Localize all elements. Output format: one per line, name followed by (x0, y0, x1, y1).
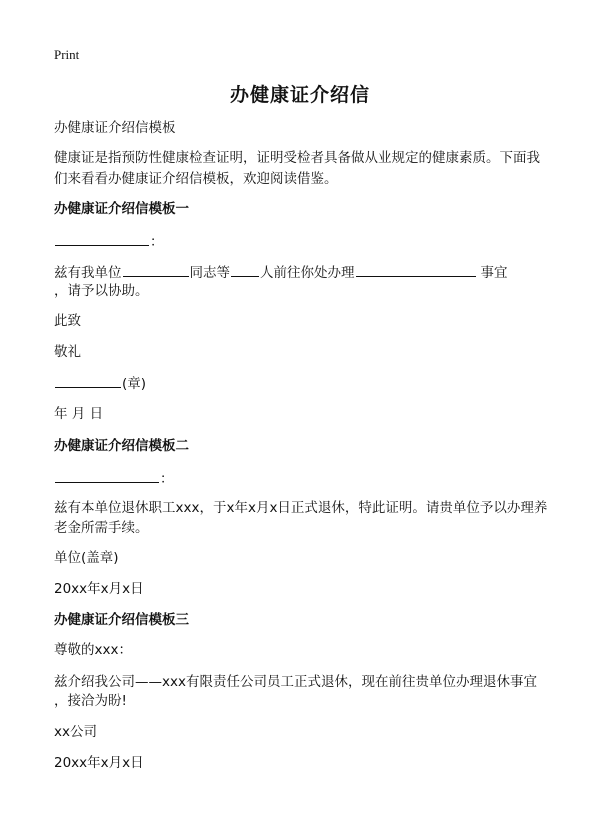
template2-body-line1: 兹有本单位退休职工xxx，于x年x月x日正式退休，特此证明。请贵单位予以办理养 (54, 500, 548, 516)
addressee-blank (55, 468, 159, 483)
template3-greeting: 尊敬的xxx： (54, 642, 132, 658)
body-text-1: 兹有我单位 (54, 265, 122, 281)
intro-paragraph-line2: 们来看看办健康证介绍信模板，欢迎阅读借鉴。 (54, 171, 338, 187)
template1-seal (54, 373, 554, 395)
matter-blank (356, 262, 476, 277)
template1-heading: 办健康证介绍信模板一 (54, 201, 189, 217)
template3-date: 20xx年x月x日 (54, 755, 144, 771)
addressee-blank (55, 231, 149, 246)
template3-company: xx公司 (54, 724, 97, 740)
template1-closing2: 敬礼 (54, 344, 81, 360)
template2-unit: 单位(盖章) (54, 550, 119, 566)
body-text-4: 事宜 (480, 265, 508, 281)
addressee-colon: ： (160, 471, 174, 487)
seal-blank (55, 373, 121, 388)
template3-body-line1: 兹介绍我公司——xxx有限责任公司员工正式退休，现在前往贵单位办理退休事宜 (54, 674, 537, 690)
count-blank (231, 262, 259, 277)
unit-blank (123, 262, 189, 277)
intro-subtitle: 办健康证介绍信模板 (54, 120, 176, 136)
template1-closing1: 此致 (54, 313, 81, 329)
template2-addressee (54, 468, 554, 490)
template2-heading: 办健康证介绍信模板二 (54, 438, 189, 454)
print-link[interactable]: Print (54, 47, 80, 62)
addressee-colon: ： (150, 234, 164, 250)
intro-paragraph-line1: 健康证是指预防性健康检查证明，证明受检者具备做从业规定的健康素质。下面我 (54, 150, 540, 166)
page-title: 办健康证介绍信 (229, 84, 370, 106)
body-text-2: 同志等 (189, 265, 230, 281)
body-text-3: 人前往你处办理 (260, 265, 355, 281)
template1-date: 年 月 日 (54, 406, 104, 422)
template1-body-line2: ，请予以协助。 (54, 283, 149, 299)
template1-addressee (54, 231, 554, 253)
template2-body-line2: 老金所需手续。 (54, 520, 149, 536)
template2-date: 20xx年x月x日 (54, 581, 144, 597)
template3-heading: 办健康证介绍信模板三 (54, 612, 189, 628)
template3-body-line2: ，接洽为盼! (54, 693, 127, 709)
seal-text: (章) (122, 376, 147, 392)
